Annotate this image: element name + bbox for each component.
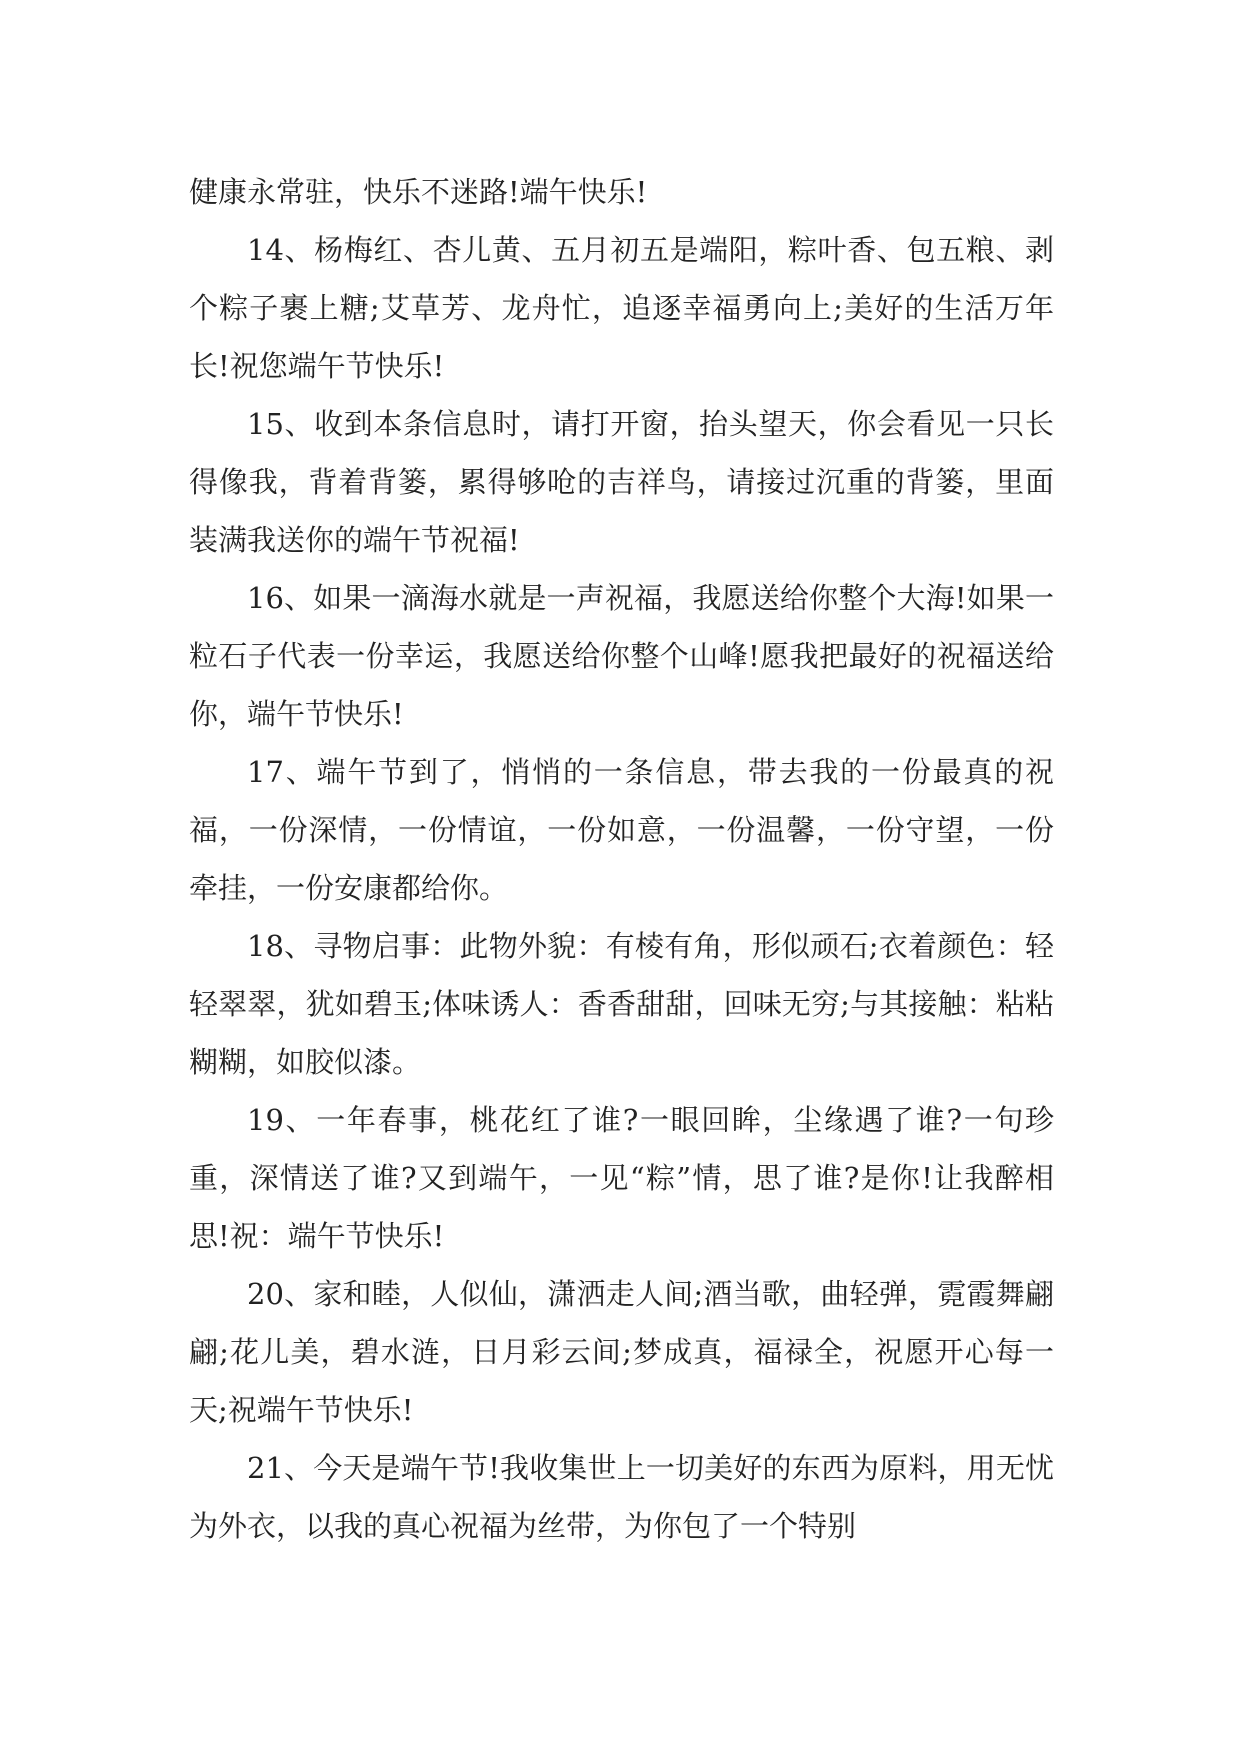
paragraph-20: 20、家和睦，人似仙，潇洒走人间;酒当歌，曲轻弹，霓霞舞翩翩;花儿美，碧水涟，日月彩云间;梦成真，福禄全，祝愿开心每一天;祝端午节快乐! [189, 1277, 1054, 1427]
document-body [189, 163, 1054, 1555]
paragraph-continuation: 健康永常驻，快乐不迷路!端午快乐! [189, 175, 648, 209]
paragraph-14: 14、杨梅红、杏儿黄、五月初五是端阳，粽叶香、包五粮、剥个粽子裹上糖;艾草芳、龙舟忙，追逐幸福勇向上;美好的生活万年长!祝您端午节快乐! [189, 233, 1054, 383]
paragraph-15: 15、收到本条信息时，请打开窗，抬头望天，你会看见一只长得像我，背着背篓，累得够呛的吉祥鸟，请接过沉重的背篓，里面装满我送你的端午节祝福! [189, 407, 1054, 557]
paragraph-17: 17、端午节到了，悄悄的一条信息，带去我的一份最真的祝福，一份深情，一份情谊，一份如意，一份温馨，一份守望，一份牵挂，一份安康都给你。 [189, 755, 1054, 905]
paragraph-18: 18、寻物启事：此物外貌：有棱有角，形似顽石;衣着颜色：轻轻翠翠，犹如碧玉;体味诱人：香香甜甜，回味无穷;与其接触：粘粘糊糊，如胶似漆。 [189, 929, 1054, 1079]
paragraph-21: 21、今天是端午节!我收集世上一切美好的东西为原料，用无忧为外衣，以我的真心祝福为丝带，为你包了一个特别 [189, 1451, 1054, 1543]
paragraph-19: 19、一年春事，桃花红了谁?一眼回眸，尘缘遇了谁?一句珍重，深情送了谁?又到端午，一见“粽”情，思了谁?是你!让我醉相思!祝：端午节快乐! [189, 1103, 1054, 1253]
paragraph-16: 16、如果一滴海水就是一声祝福，我愿送给你整个大海!如果一粒石子代表一份幸运，我愿送给你整个山峰!愿我把最好的祝福送给你，端午节快乐! [189, 581, 1054, 731]
